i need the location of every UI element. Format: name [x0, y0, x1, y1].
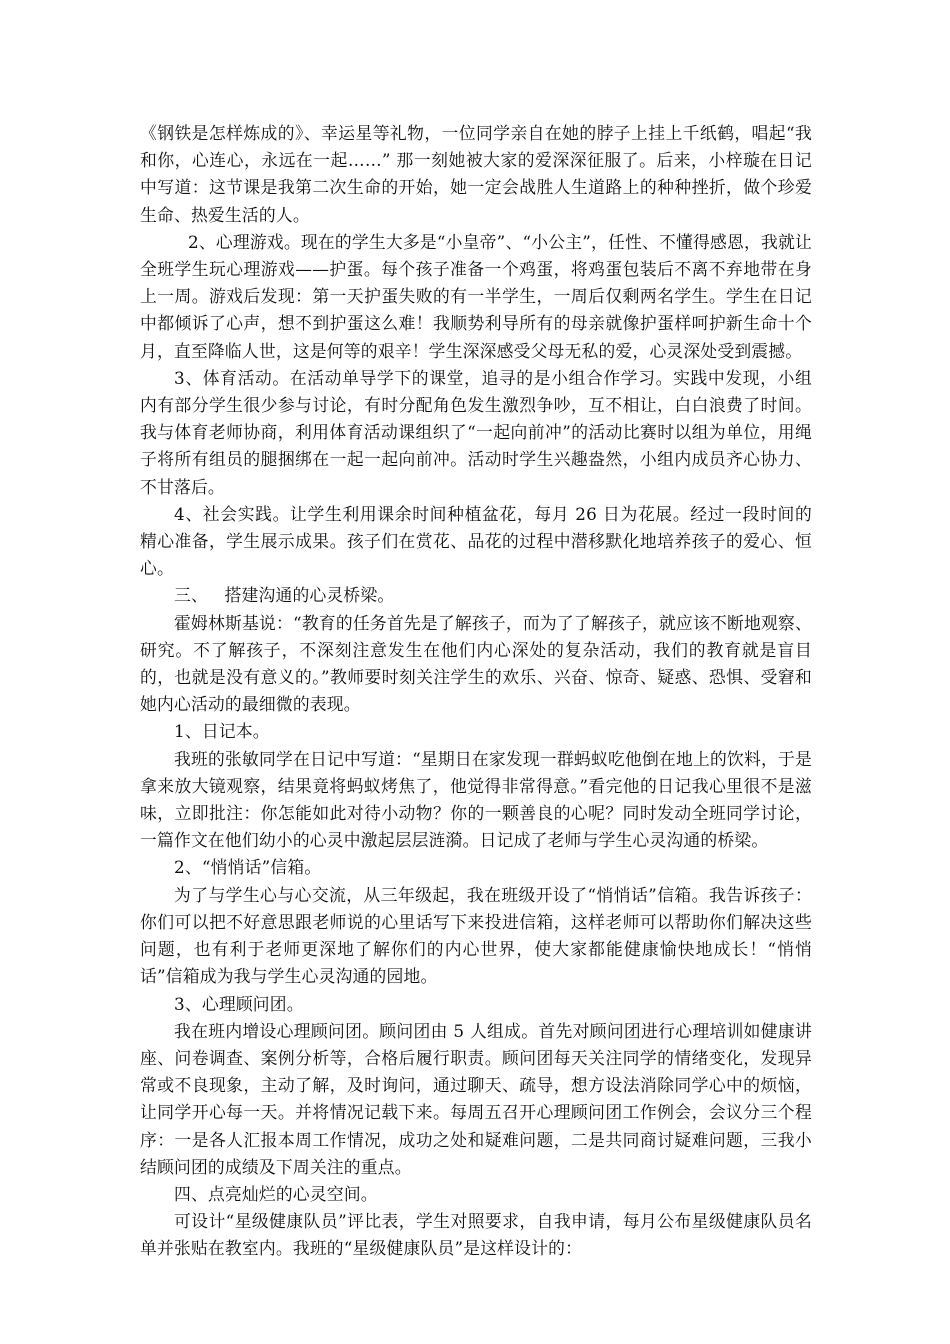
paragraph-psych-game: 2、心理游戏。现在的学生大多是“小皇帝”、“小公主”，任性、不懂得感恩，我就让全班学生玩心理游戏——护蛋。每个孩子准备一个鸡蛋，将鸡蛋包装后不离不弃地带在身上一周。游戏后发现：第一天护蛋失败的有一半学生，一周后仅剩两名学生。学生在日记中都倾诉了心声，想不到护蛋这么难！我顺势利导所有的母亲就像护蛋样呵护新生命十个月，直至降临人世，这是何等的艰辛！学生深深感受父母无私的爱，心灵深处受到震撼。	[140, 231, 812, 361]
paragraph-mailbox: 为了与学生心与心交流，从三年级起，我在班级开设了“悄悄话”信箱。我告诉孩子：你们可以把不好意思跟老师说的心里话写下来投进信箱，这样老师可以帮助你们解决这些问题，也有利于老师更深地了解你们的内心世界，使大家都能健康愉快地成长！“悄悄话”信箱成为我与学生心灵沟通的园地。	[140, 884, 812, 987]
paragraph-advisory-team: 我在班内增设心理顾问团。顾问团由 5 人组成。首先对顾问团进行心理培训如健康讲座、问卷调查、案例分析等，合格后履行职责。顾问团每天关注同学的情绪变化，发现异常或不良现象，主动了解，及时询问，通过聊天、疏导，想方设法消除同学心中的烦恼，让同学开心每一天。并将情况记载下来。每周五召开心理顾问团工作例会，会议分三个程序：一是各人汇报本周工作情况，成功之处和疑难问题，二是共同商讨疑难问题，三我小结顾问团的成绩及下周关注的重点。	[140, 1020, 812, 1177]
section-heading-bridge: 三、 搭建沟通的心灵桥梁。	[174, 585, 395, 606]
paragraph-diary: 我班的张敏同学在日记中写道：“星期日在家发现一群蚂蚁吃他倒在地上的饮料，于是拿来放大镜观察，结果竟将蚂蚁烤焦了，他觉得非常得意。”看完他的日记我心里很不是滋味，立即批注：你怎能如此对待小动物？你的一颗善良的心呢？同时发动全班同学讨论，一篇作文在他们幼小的心灵中激起层层涟漪。日记成了老师与学生心灵沟通的桥梁。	[140, 748, 812, 851]
paragraph-sports-activity: 3、体育活动。在活动单导学下的课堂，追寻的是小组合作学习。实践中发现，小组内有部分学生很少参与讨论，有时分配角色发生激烈争吵，互不相让，白白浪费了时间。我与体育老师协商，利用体育活动课组织了“一起向前冲”的活动比赛时以组为单位，用绳子将所有组员的腿捆绑在一起一起向前冲。活动时学生兴趣盎然，小组内成员齐心协力、不甘落后。	[140, 367, 812, 497]
paragraph-gift-story: 《钢铁是怎样炼成的》、幸运星等礼物，一位同学亲自在她的脖子上挂上千纸鹤，唱起“我和你，心连心，永远在一起……” 那一刻她被大家的爱深深征服了。后来，小梓璇在日记中写道：这节课是我第二次生命的开始，她一定会战胜人生道路上的种种挫折，做个珍爱生命、热爱生活的人。	[140, 123, 812, 225]
subheading-mailbox: 2、“悄悄话”信箱。	[174, 857, 322, 878]
paragraph-social-practice: 4、社会实践。让学生利用课余时间种植盆花，每月 26 日为花展。经过一段时间的精心准备，学生展示成果。孩子们在赏花、品花的过程中潜移默化地培养孩子的爱心、恒心。	[140, 503, 812, 579]
document-body	[140, 120, 812, 1263]
subheading-advisory-team: 3、心理顾问团。	[174, 993, 304, 1014]
section-heading-space: 四、点亮灿烂的心灵空间。	[174, 1183, 378, 1204]
paragraph-star-members: 可设计“星级健康队员”评比表，学生对照要求，自我申请，每月公布星级健康队员名单并张贴在教室内。我班的“星级健康队员”是这样设计的：	[140, 1211, 812, 1259]
paragraph-quote: 霍姆林斯基说：“教育的任务首先是了解孩子，而为了了解孩子，就应该不断地观察、研究。不了解孩子，不深刻注意发生在他们内心深处的复杂活动，我们的教育就是盲目的，也就是没有意义的。”教师要时刻关注学生的欢乐、兴奋、惊奇、疑惑、恐惧、受窘和她内心活动的最细微的表现。	[140, 612, 812, 715]
subheading-diary: 1、日记本。	[174, 721, 270, 742]
